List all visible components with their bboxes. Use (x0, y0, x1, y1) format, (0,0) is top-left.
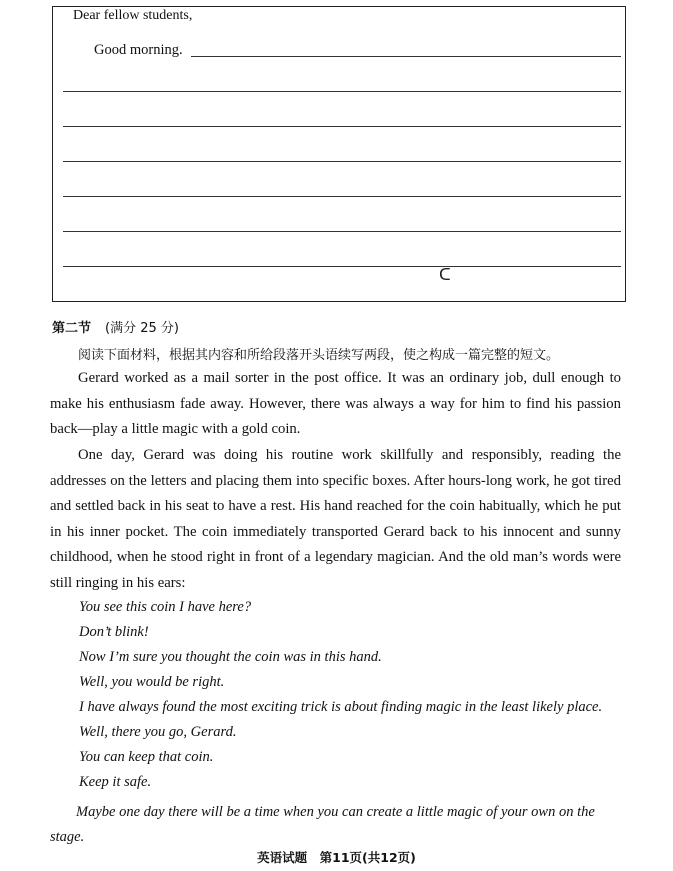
passage-paragraph: One day, Gerard was doing his routine work skillfully and responsibly, reading the addresses on the letters and placing them into specific boxes. After hours-long work, he got tired and settled back in his seat to have a rest. His hand reached for the coin habitually, which he put in his inner pocket. The coin immediately transported Gerard back to his innocent and sunny childhood, when he stood right in front of a legendary magician. And the old man’s words were still ringing in his ears: (50, 447, 621, 591)
quote-line: You see this coin I have here? (79, 599, 252, 615)
writing-line (63, 91, 621, 92)
quote-line: You can keep that coin. (79, 749, 214, 765)
quote-line: Well, you would be right. (79, 674, 225, 690)
writing-line (63, 231, 621, 232)
passage-paragraph: Gerard worked as a mail sorter in the post office. It was an ordinary job, dull enough to make his enthusiasm fade away. However, there was always a way for him to find his passion back—play a little magic with a gold coin. (50, 370, 621, 437)
section-number: 第二节 (52, 321, 92, 336)
writing-line (63, 196, 621, 197)
quote-line: Well, there you go, Gerard. (79, 724, 237, 740)
quote-line: Maybe one day there will be a time when you can create a little magic of your own on the stage. (50, 804, 595, 845)
letter-greeting: Dear fellow students, (73, 8, 193, 23)
section-instruction: 阅读下面材料，根据其内容和所给段落开头语续写两段，使之构成一篇完整的短文。 (78, 348, 560, 363)
section-score: (满分 25 分) (105, 321, 179, 336)
quote-line: Now I’m sure you thought the coin was in this hand. (79, 649, 382, 665)
letter-opening: Good morning. (94, 42, 183, 58)
quote-line: Keep it safe. (79, 774, 152, 790)
quote-line: I have always found the most exciting trick is about finding magic in the least likely place. (79, 699, 603, 715)
writing-line (191, 56, 621, 57)
writing-line (63, 126, 621, 127)
section-title (52, 317, 179, 336)
writing-line (63, 161, 621, 162)
quote-line: Don’t blink! (79, 624, 149, 640)
writing-line (63, 266, 621, 267)
pen-mark: ᑕ (439, 265, 451, 284)
writing-answer-box (52, 6, 626, 302)
page-footer: 英语试题 第11页(共12页) (257, 850, 416, 865)
